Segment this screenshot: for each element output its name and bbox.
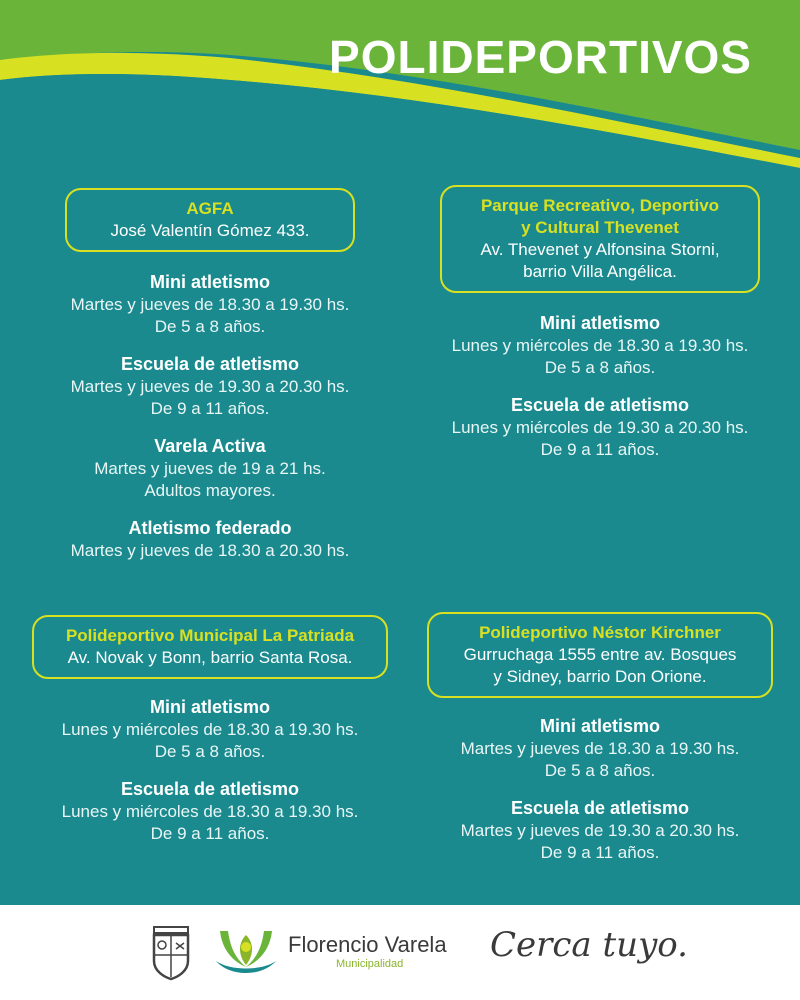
activity-age: De 5 a 8 años. xyxy=(154,742,266,761)
activity-schedule: Martes y jueves de 18.30 a 19.30 hs. xyxy=(460,739,740,758)
activity-age: De 5 a 8 años. xyxy=(544,358,656,377)
activity-schedule: Martes y jueves de 19 a 21 hs. xyxy=(94,459,326,478)
venue-la-patriada xyxy=(20,615,400,845)
header-banner xyxy=(0,0,800,180)
venue-address-line: Gurruchaga 1555 entre av. Bosques xyxy=(463,645,737,664)
activity-name: Escuela de atletismo xyxy=(510,798,690,818)
activity-age: De 5 a 8 años. xyxy=(154,317,266,336)
activity-name: Atletismo federado xyxy=(128,518,292,538)
venue-nestor-kirchner xyxy=(410,612,790,864)
activity-age: De 9 a 11 años. xyxy=(540,843,660,862)
activity-name: Mini atletismo xyxy=(539,313,660,333)
activity xyxy=(410,393,790,461)
activity-age: Adultos mayores. xyxy=(144,481,276,500)
venue-address: José Valentín Gómez 433. xyxy=(110,221,310,240)
activity-schedule: Lunes y miércoles de 19.30 a 20.30 hs. xyxy=(451,418,749,437)
activity xyxy=(20,777,400,845)
venue-address: Av. Novak y Bonn, barrio Santa Rosa. xyxy=(67,648,353,667)
brand-name: Florencio Varela xyxy=(288,932,447,957)
venue-box xyxy=(65,188,355,252)
activity xyxy=(20,434,400,502)
venue-thevenet xyxy=(410,185,790,461)
venue-box xyxy=(32,615,388,679)
venue-name: AGFA xyxy=(186,199,234,218)
venue-name-line: Parque Recreativo, Deportivo xyxy=(480,196,720,215)
activity-schedule: Lunes y miércoles de 18.30 a 19.30 hs. xyxy=(61,720,359,739)
venue-name: Polideportivo Néstor Kirchner xyxy=(479,623,721,642)
activity xyxy=(20,516,400,562)
venue-address-line: y Sidney, barrio Don Orione. xyxy=(493,667,707,686)
activity xyxy=(20,352,400,420)
municipal-logo-icon xyxy=(212,925,280,977)
venue-box xyxy=(440,185,760,293)
activity-schedule: Lunes y miércoles de 18.30 a 19.30 hs. xyxy=(451,336,749,355)
activity-name: Escuela de atletismo xyxy=(120,779,300,799)
activity-age: De 5 a 8 años. xyxy=(544,761,656,780)
activity-name: Mini atletismo xyxy=(149,272,270,292)
venue-address-line: Av. Thevenet y Alfonsina Storni, xyxy=(480,240,720,259)
activity-age: De 9 a 11 años. xyxy=(540,440,660,459)
crest-icon xyxy=(150,925,192,981)
venue-name-line: y Cultural Thevenet xyxy=(521,218,679,237)
activity-schedule: Martes y jueves de 18.30 a 20.30 hs. xyxy=(70,541,350,560)
activity-name: Mini atletismo xyxy=(539,716,660,736)
page-title: POLIDEPORTIVOS xyxy=(329,31,752,83)
activity-schedule: Martes y jueves de 19.30 a 20.30 hs. xyxy=(70,377,350,396)
activity-name: Escuela de atletismo xyxy=(120,354,300,374)
activity xyxy=(20,270,400,338)
venue-address-line: barrio Villa Angélica. xyxy=(523,262,677,281)
venue-name: Polideportivo Municipal La Patriada xyxy=(65,626,355,645)
activity-schedule: Lunes y miércoles de 18.30 a 19.30 hs. xyxy=(61,802,359,821)
activity-age: De 9 a 11 años. xyxy=(150,399,270,418)
activity xyxy=(410,311,790,379)
activity-name: Varela Activa xyxy=(154,436,266,456)
activity-name: Mini atletismo xyxy=(149,697,270,717)
slogan: Cerca tuyo. xyxy=(490,925,688,965)
activity xyxy=(20,695,400,763)
activity-schedule: Martes y jueves de 19.30 a 20.30 hs. xyxy=(460,821,740,840)
activity xyxy=(410,796,790,864)
activity-age: De 9 a 11 años. xyxy=(150,824,270,843)
venue-box xyxy=(427,612,773,698)
activity-name: Escuela de atletismo xyxy=(510,395,690,415)
venue-agfa xyxy=(20,188,400,562)
activity xyxy=(410,714,790,782)
activity-schedule: Martes y jueves de 18.30 a 19.30 hs. xyxy=(70,295,350,314)
brand-subtitle: Municipalidad xyxy=(336,958,404,970)
